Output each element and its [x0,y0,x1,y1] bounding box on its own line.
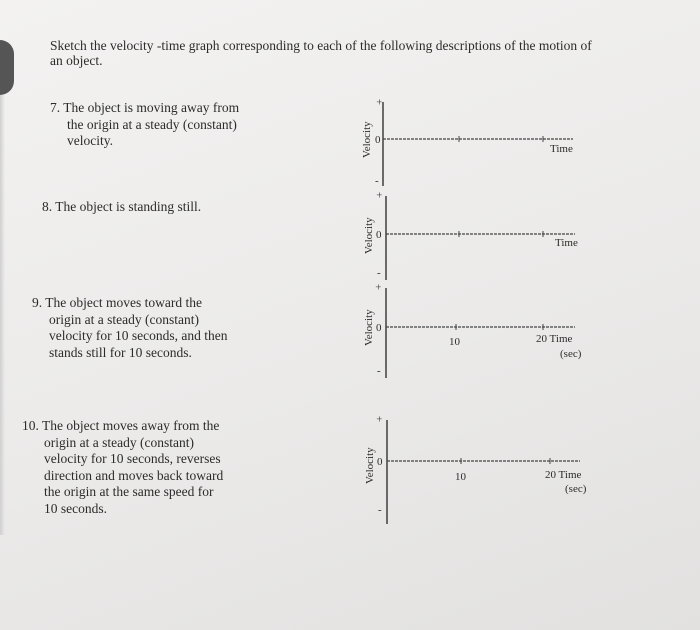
x-axis-unit: (sec) [560,348,582,360]
x-axis-label: 20 Time [545,469,582,481]
x-axis-unit: (sec) [565,483,587,495]
question-text-line: The object is moving away from [63,100,240,115]
y-zero-label: 0 [377,456,383,468]
y-zero-label: 0 [375,134,381,146]
y-zero-label: 0 [376,229,382,241]
y-plus-label: + [374,98,386,105]
question-text-line: stands still for 10 seconds. [49,344,192,360]
y-minus-label: - [377,365,381,377]
question-text-line: The object is standing still. [55,199,202,214]
question-text-line: velocity. [67,133,113,148]
question-number: 9. [32,295,43,310]
instructions-line-1: Sketch the velocity -time graph corresponding to each of the following descriptions of the motion of [50,38,592,53]
y-axis-label: Velocity [361,121,373,158]
y-plus-label: + [373,283,385,290]
question-number: 7. [50,100,61,115]
y-axis-label: Velocity [364,447,376,484]
y-plus-label: + [374,191,386,198]
y-zero-label: 0 [376,322,382,334]
question-text-line: the origin at a steady (constant) [67,116,237,132]
question-number: 8. [42,199,53,214]
question-text-line: 10 seconds. [44,500,107,516]
question-text-line: origin at a steady (constant) [44,434,194,450]
question-text-line: direction and moves back toward [44,467,224,483]
y-plus-label: + [374,415,386,422]
question-text-line: The object moves toward the [45,295,202,310]
y-minus-label: - [377,267,381,279]
y-minus-label: - [375,175,379,187]
x-axis-label: 20 Time [536,333,573,345]
question-text-line: The object moves away from the [42,418,220,433]
y-axis-label: Velocity [363,309,375,346]
question-text-line: origin at a steady (constant) [49,311,199,327]
y-minus-label: - [378,504,382,516]
question-text-line: the origin at the same speed for [44,484,214,499]
x-axis-label: Time [550,143,573,155]
question-number: 10. [22,418,39,433]
x-tick-label-10: 10 [449,336,460,348]
x-axis-label: Time [555,237,578,249]
instructions-line-2: an object. [50,53,103,68]
y-axis-label: Velocity [363,217,375,254]
x-tick-label-10: 10 [455,471,466,483]
question-text-line: velocity for 10 seconds, reverses [44,451,221,466]
question-text-line: velocity for 10 seconds, and then [49,328,228,343]
